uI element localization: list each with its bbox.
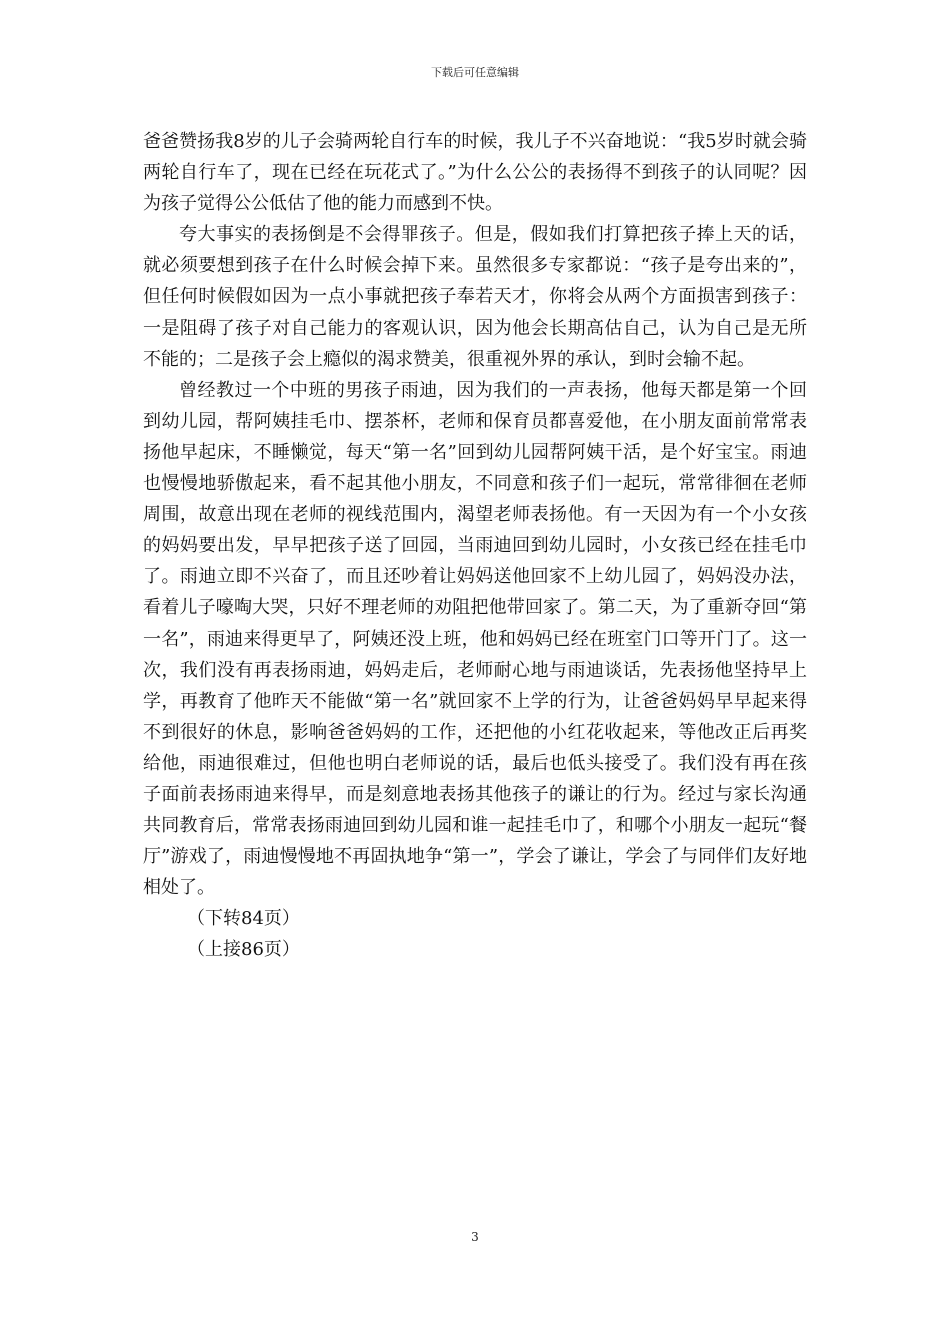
paragraph-2: 夸大事实的表扬倒是不会得罪孩子。但是，假如我们打算把孩子捧上天的话，就必须要想到孩子在什么时候会掉下来。虽然很多专家都说：“孩子是夸出来的”，但任何时候假如因为一点小事就把孩子奉若天才，你将会从两个方面损害到孩子：一是阻碍了孩子对自己能力的客观认识，因为他会长期高估自己，认为自己是无所不能的；二是孩子会上瘾似的渴求赞美，很重视外界的承认，到时会输不起。 — [143, 224, 807, 370]
page-number: 3 — [471, 1230, 479, 1244]
continued-on-note: （下转84页） — [187, 908, 300, 930]
page-header: 下载后可任意编辑 — [431, 66, 519, 79]
document-body — [143, 126, 807, 966]
paragraph-1: 爸爸赞扬我8岁的儿子会骑两轮自行车的时候，我儿子不兴奋地说：“我5岁时就会骑两轮自行车了，现在已经在玩花式了。”为什么公公的表扬得不到孩子的认同呢？因为孩子觉得公公低估了他的能力而感到不快。 — [143, 131, 807, 215]
paragraph-3: 曾经教过一个中班的男孩子雨迪，因为我们的一声表扬，他每天都是第一个回到幼儿园，帮阿姨挂毛巾、摆茶杯，老师和保育员都喜爱他，在小朋友面前常常表扬他早起床，不睡懒觉，每天“第一名”回到幼儿园帮阿姨干活，是个好宝宝。雨迪也慢慢地骄傲起来，看不起其他小朋友，不同意和孩子们一起玩，常常徘徊在老师周围，故意出现在老师的视线范围内，渴望老师表扬他。有一天因为有一个小女孩的妈妈要出发，早早把孩子送了回园，当雨迪回到幼儿园时，小女孩已经在挂毛巾了。雨迪立即不兴奋了，而且还吵着让妈妈送他回家不上幼儿园了，妈妈没办法，看着儿子嚎啕大哭，只好不理老师的劝阻把他带回家了。第二天，为了重新夺回“第一名”，雨迪来得更早了，阿姨还没上班，他和妈妈已经在班室门口等开门了。这一次，我们没有再表扬雨迪，妈妈走后，老师耐心地与雨迪谈话，先表扬他坚持早上学，再教育了他昨天不能做“第一名”就回家不上学的行为，让爸爸妈妈早早起来得不到很好的休息，影响爸爸妈妈的工作，还把他的小红花收起来，等他改正后再奖给他，雨迪很难过，但他也明白老师说的话，最后也低头接受了。我们没有再在孩子面前表扬雨迪来得早，而是刻意地表扬其他孩子的谦让的行为。经过与家长沟通共同教育后，常常表扬雨迪回到幼儿园和谁一起挂毛巾了，和哪个小朋友一起玩“餐厅”游戏了，雨迪慢慢地不再固执地争“第一”，学会了谦让，学会了与同伴们友好地相处了。 — [143, 379, 807, 899]
continued-from-note: （上接86页） — [187, 939, 300, 961]
